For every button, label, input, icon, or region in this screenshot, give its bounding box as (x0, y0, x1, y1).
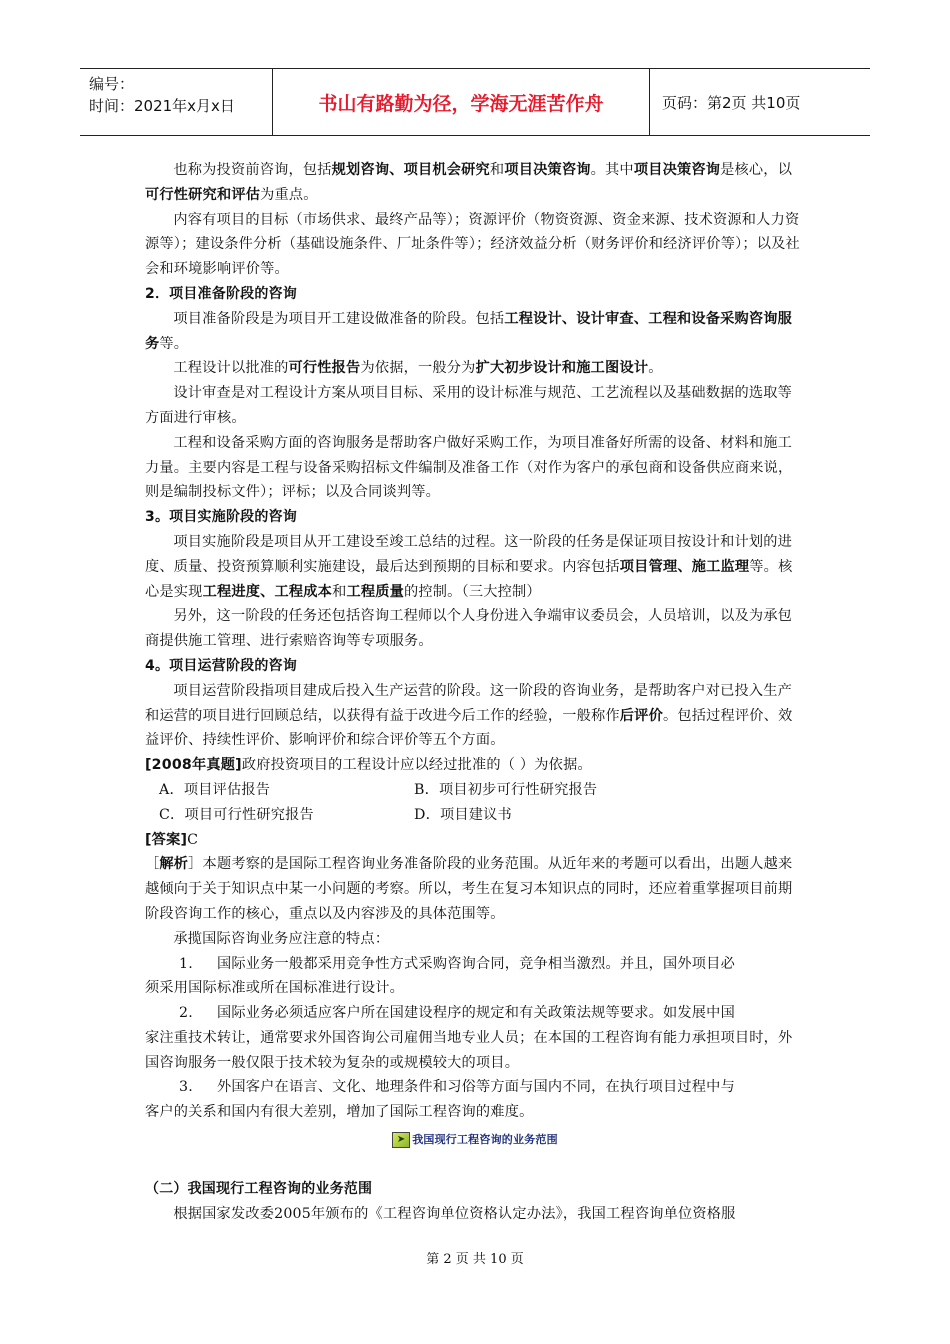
options-row-2 (145, 803, 805, 828)
list-item: 1. 国际业务一般都采用竞争性方式采购咨询合同，竞争相当激烈。并且，国外项目必 (179, 955, 735, 972)
paragraph-operation: 项目运营阶段指项目建成后投入生产运营的阶段。这一阶段的咨询业务，是帮助客户对已投入生产和运营的项目进行回顾总结，以获得有益于改进今后工作的经验，一般称作后评价。包括过程评价、效益评价、持续性评价、影响评价和综合评价等五个方面。 (145, 682, 793, 749)
paragraph-section-2: 根据国家发改委2005年颁布的《工程咨询单位资格认定办法》，我国工程咨询单位资格服 (173, 1205, 736, 1222)
list-item-continued: 家注重技术转让，通常要求外国咨询公司雇佣当地专业人员；在本国的工程咨询有能力承担项目时，外国咨询服务一般仅限于技术较为复杂的或规模较大的项目。 (145, 1029, 793, 1071)
list-item: 2. 国际业务必须适应客户所在国建设程序的规定和有关政策法规等要求。如发展中国 (179, 1005, 735, 1022)
heading-section-2: （二）我国现行工程咨询的业务范围 (145, 1181, 373, 1198)
paragraph-contents: 内容有项目的目标（市场供求、最终产品等）；资源评价（物资资源、资金来源、技术资源和人力资源等）；建设条件分析（基础设施条件、厂址条件等）；经济效益分析（财务评价和经济评价等）；以及社会和环境影响评价等。 (145, 211, 800, 278)
image-link-label: 我国现行工程咨询的业务范围 (412, 1132, 558, 1146)
spacer (145, 1151, 805, 1177)
number-label: 编号： (89, 75, 135, 93)
paragraph-engineering-design: 工程设计以批准的可行性报告为依据，一般分为扩大初步设计和施工图设计。 (173, 360, 663, 377)
heading-preparation-stage: 2．项目准备阶段的咨询 (145, 285, 297, 302)
page-header (80, 68, 870, 136)
time-label: 时间：2021年x月x日 (89, 97, 235, 115)
paragraph-procurement: 工程和设备采购方面的咨询服务是帮助客户做好采购工作，为项目准备好所需的设备、材料和施工力量。主要内容是工程与设备采购招标文件编制及准备工作（对作为客户的承包商和设备供应商来说，则是编制投标文件）；评标；以及合同谈判等。 (145, 434, 793, 501)
paragraph-pre-investment: 也称为投资前咨询，包括规划咨询、项目机会研究和项目决策咨询。其中项目决策咨询是核心，以可行性研究和评估为重点。 (145, 162, 793, 203)
document-body (145, 158, 805, 1227)
option-c: C．项目可行性研究报告 (159, 806, 314, 823)
paragraph-intl-features: 承揽国际咨询业务应注意的特点： (173, 930, 390, 947)
page-footer: 第 2 页 共 10 页 (426, 1252, 524, 1267)
options-row-1 (145, 778, 805, 803)
option-b: B．项目初步可行性研究报告 (414, 781, 598, 798)
header-motto: 书山有路勤为径，学海无涯苦作舟 (272, 69, 650, 135)
paragraph-design-review: 设计审查是对工程设计方案从项目目标、采用的设计标准与规范、工艺流程以及基础数据的选取等方面进行审核。 (145, 385, 793, 426)
heading-implementation-stage: 3。项目实施阶段的咨询 (145, 509, 297, 526)
header-page-label: 页码：第2页 共10页 (662, 93, 801, 112)
analysis-paragraph: ［解析］本题考察的是国际工程咨询业务准备阶段的业务范围。从近年来的考题可以看出，出题人越来越倾向于关于知识点中某一小问题的考察。所以，考生在复习本知识点的同时，还应着重掌握项目前期阶段咨询工作的核心，重点以及内容涉及的具体范围等。 (145, 856, 793, 922)
list-item-continued: 客户的关系和国内有很大差别，增加了国际工程咨询的难度。 (145, 1104, 534, 1121)
exam-question: [2008年真题]政府投资项目的工程设计应以经过批准的（ ）为依据。 (145, 757, 592, 774)
list-item-continued: 须采用国际标准或所在国标准进行设计。 (145, 980, 404, 997)
option-a: A．项目评估报告 (159, 781, 271, 798)
paragraph-implementation-extra: 另外，这一阶段的任务还包括咨询工程师以个人身份进入争端审议委员会，人员培训，以及为承包商提供施工管理、进行索赔咨询等专项服务。 (145, 608, 793, 650)
paragraph-preparation: 项目准备阶段是为项目开工建设做准备的阶段。包括工程设计、设计审查、工程和设备采购咨询服务等。 (145, 310, 793, 352)
answer-line: [答案]C (145, 831, 199, 848)
option-d: D．项目建议书 (414, 806, 512, 823)
arrow-link-icon: ➤ (392, 1132, 410, 1148)
business-scope-image-link[interactable] (145, 1129, 805, 1151)
list-item: 3. 外国客户在语言、文化、地理条件和习俗等方面与国内不同，在执行项目过程中与 (179, 1079, 735, 1096)
header-left (80, 69, 272, 135)
paragraph-implementation: 项目实施阶段是项目从开工建设至竣工总结的过程。这一阶段的任务是保证项目按设计和计划的进度、质量、投资预算顺利实施建设，最后达到预期的目标和要求。内容包括项目管理、施工监理等。核心是实现工程进度、工程成本和工程质量的控制。（三大控制） (145, 533, 793, 600)
heading-operation-stage: 4。项目运营阶段的咨询 (145, 657, 297, 674)
